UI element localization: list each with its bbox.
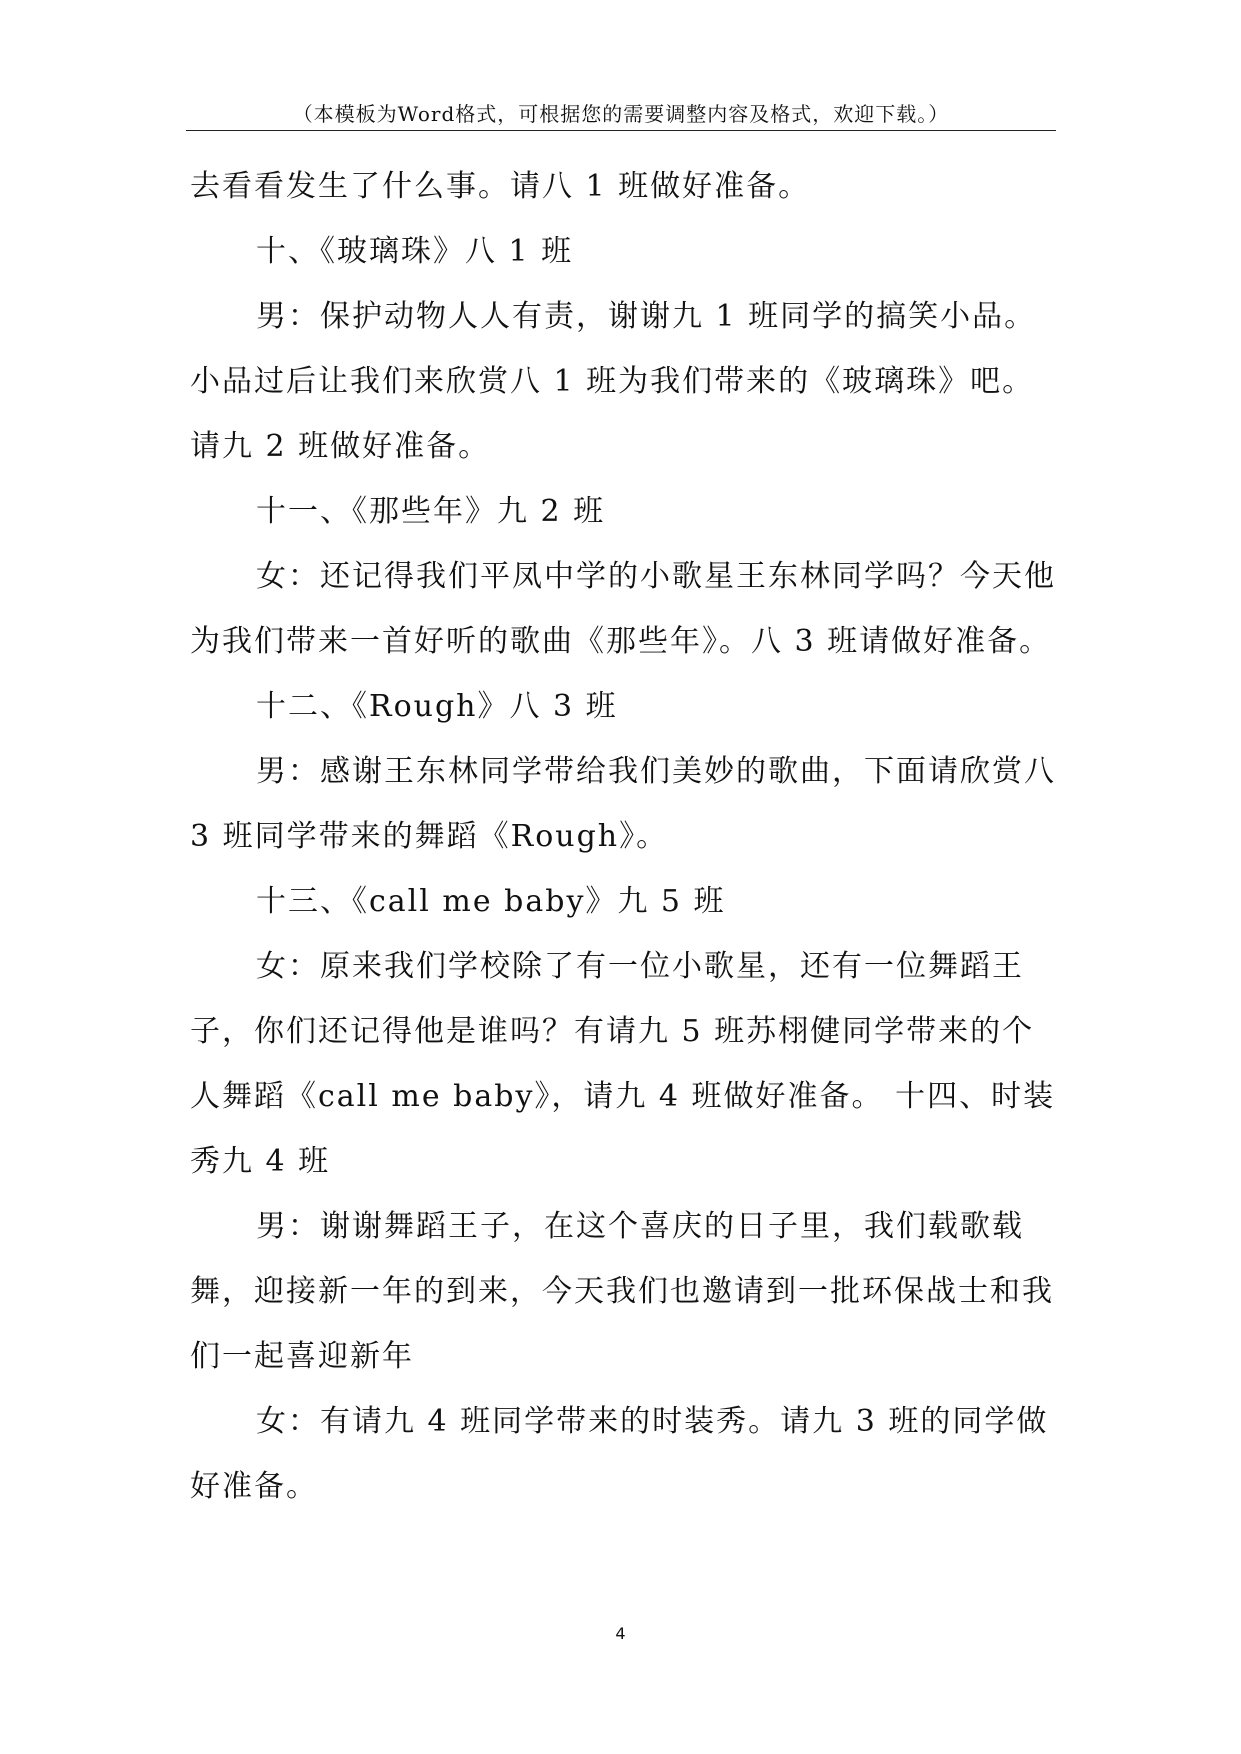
- program-item-heading: 十、《玻璃珠》八 1 班: [256, 234, 574, 269]
- paragraph: 去看看发生了什么事。请八 1 班做好准备。: [190, 169, 811, 204]
- paragraph: 女：原来我们学校除了有一位小歌星，还有一位舞蹈王子，你们还记得他是谁吗？有请九 5 班苏栩健同学带来的个人舞蹈《call me baby》，请九 4 班做好准备。 十四、时装秀九 4 班: [190, 949, 1056, 1179]
- document-body: [190, 154, 1056, 1519]
- paragraph: 男：感谢王东林同学带给我们美妙的歌曲，下面请欣赏八 3 班同学带来的舞蹈《Rough》。: [190, 754, 1056, 854]
- paragraph: 男：谢谢舞蹈王子，在这个喜庆的日子里，我们载歌载舞，迎接新一年的到来，今天我们也邀请到一批环保战士和我们一起喜迎新年: [190, 1209, 1054, 1374]
- program-item-heading: 十一、《那些年》九 2 班: [256, 494, 606, 529]
- paragraph: 女：还记得我们平凤中学的小歌星王东林同学吗？今天他为我们带来一首好听的歌曲《那些年》。八 3 班请做好准备。: [190, 559, 1056, 659]
- program-item-heading: 十三、《call me baby》九 5 班: [256, 884, 726, 919]
- paragraph: 男：保护动物人人有责，谢谢九 1 班同学的搞笑小品。小品过后让我们来欣赏八 1 班为我们带来的《玻璃珠》吧。请九 2 班做好准备。: [190, 299, 1037, 464]
- paragraph: 女：有请九 4 班同学带来的时装秀。请九 3 班的同学做好准备。: [190, 1404, 1049, 1504]
- program-item-heading: 十二、《Rough》八 3 班: [256, 689, 618, 724]
- page-number: 4: [615, 1624, 626, 1643]
- header-note: （本模板为Word格式，可根据您的需要调整内容及格式，欢迎下载。）: [292, 102, 950, 126]
- header-divider: [186, 130, 1056, 131]
